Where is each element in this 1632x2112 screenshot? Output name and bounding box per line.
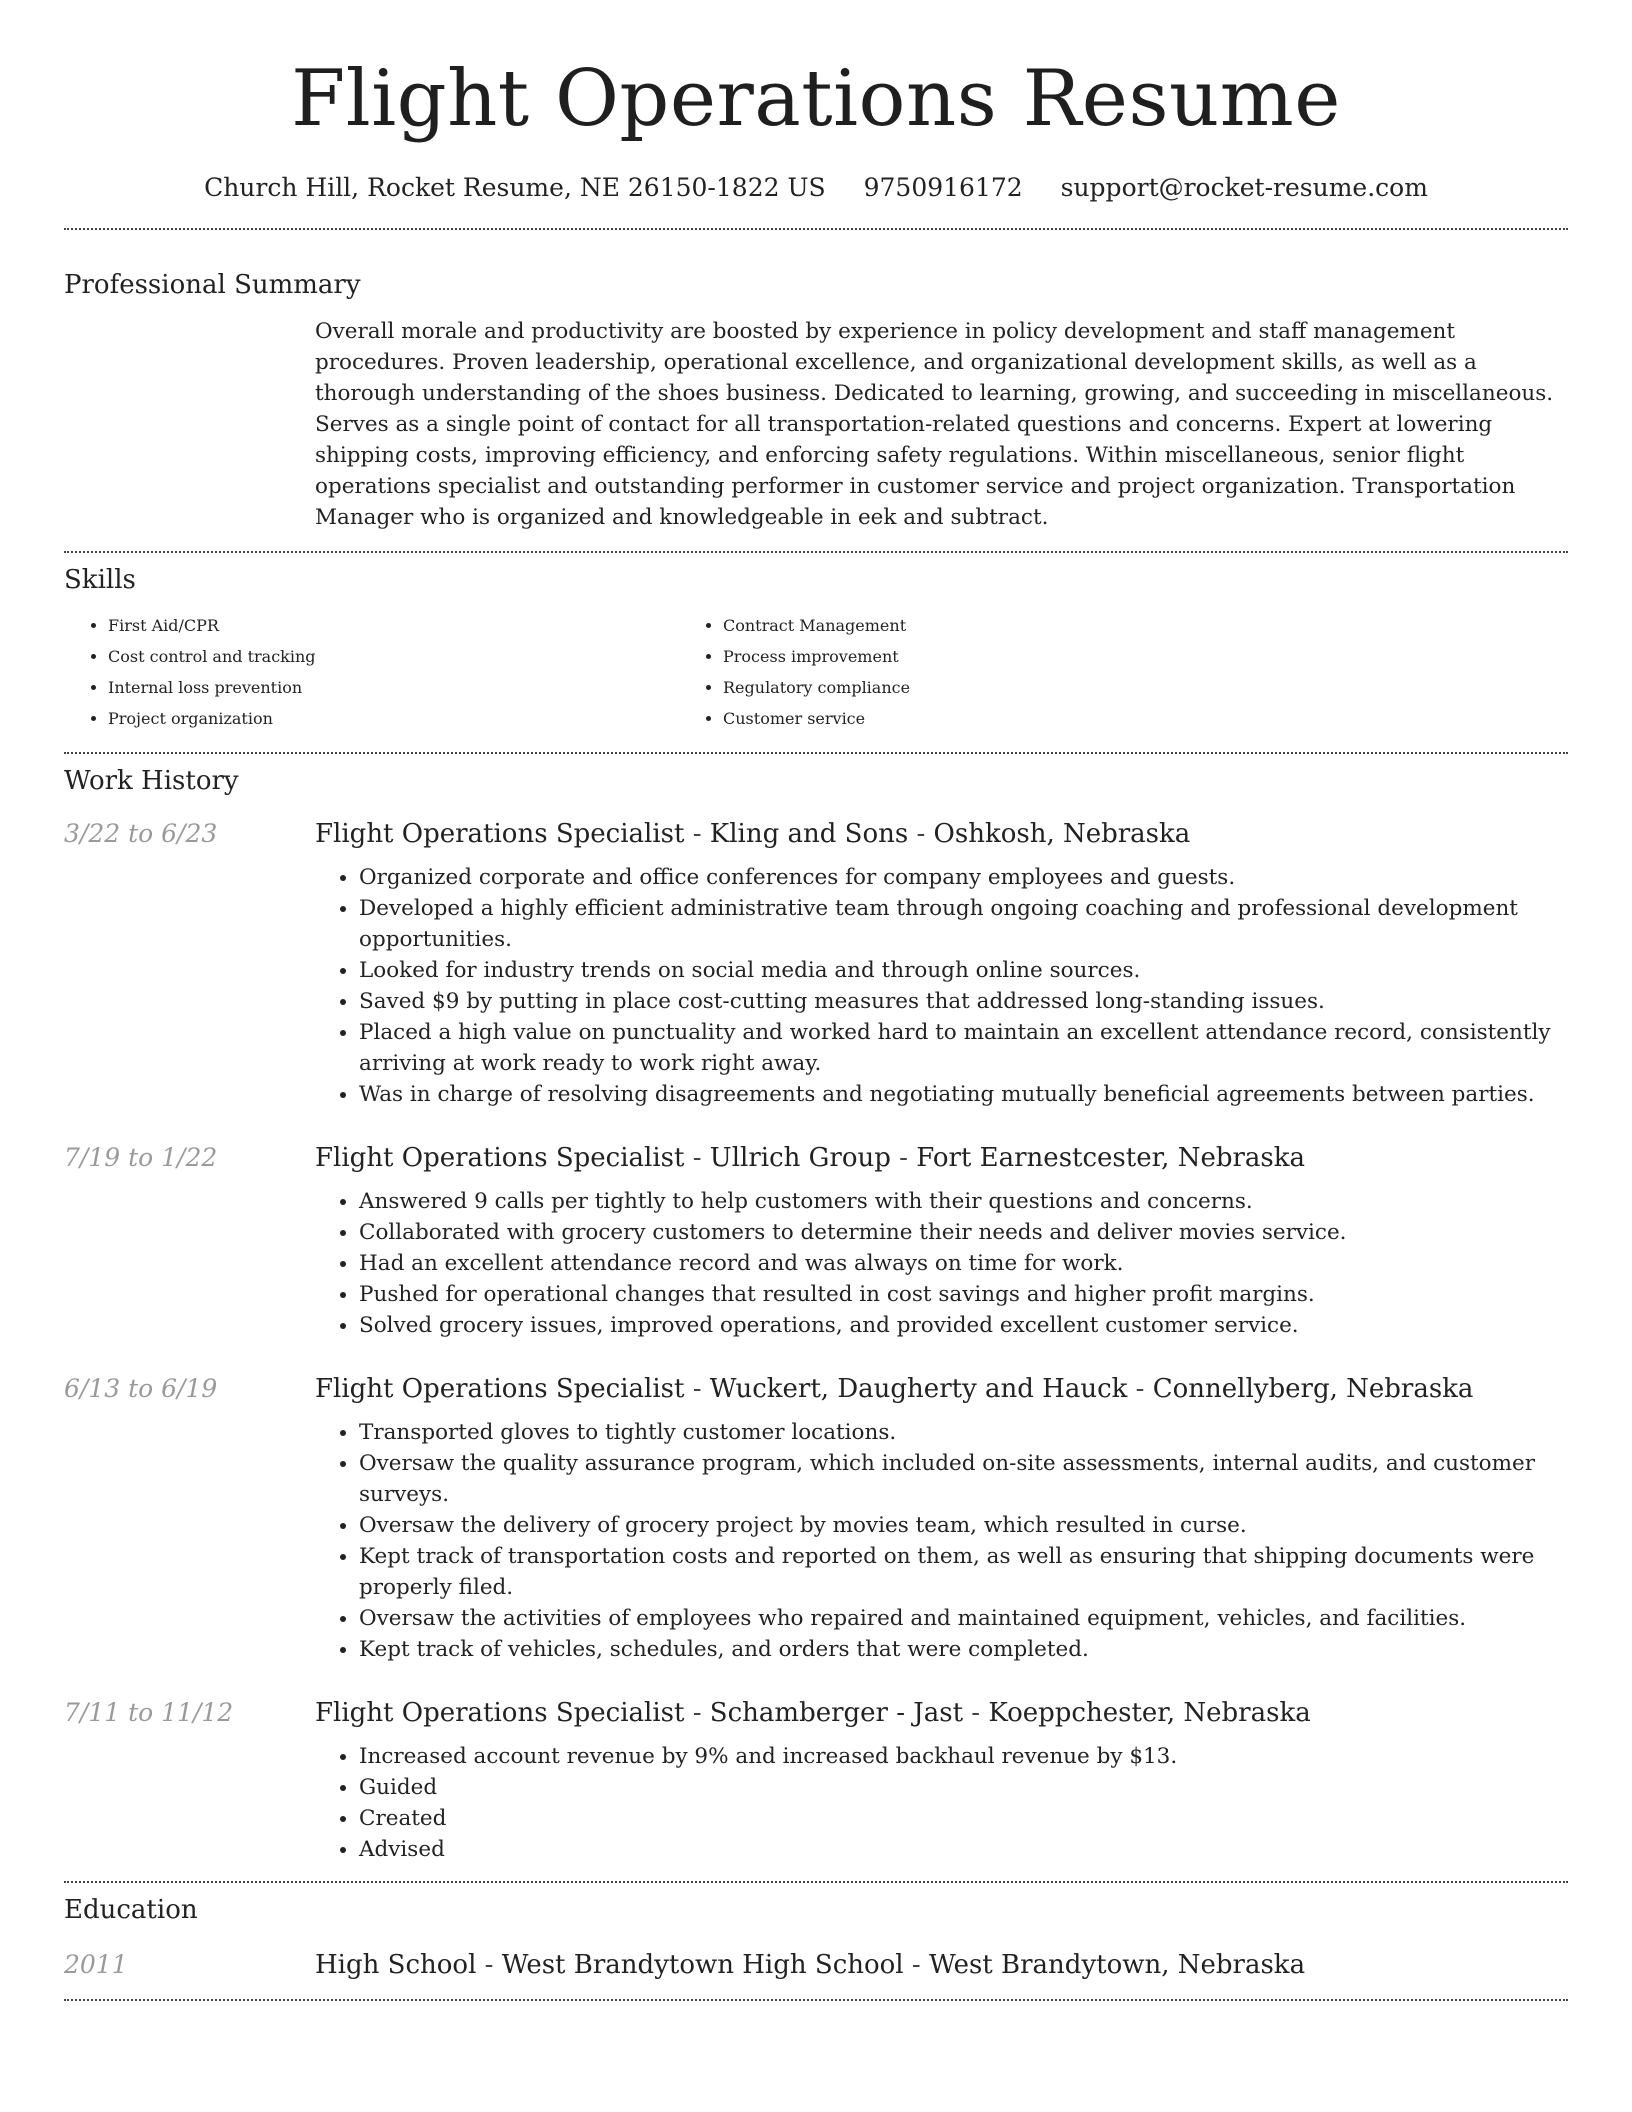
job-location: Connellyberg, Nebraska [1152, 1374, 1474, 1404]
job-bullet: • Collaborated with grocery customers to determine their needs and deliver movies service. [359, 1217, 1568, 1248]
job-company: Schamberger - Jast [709, 1698, 964, 1728]
resume-title: Flight Operations Resume [291, 54, 1341, 144]
job-bullet: • Guided [359, 1772, 1568, 1803]
job-title: Flight Operations Specialist [315, 1698, 685, 1728]
job-bullet: • Had an excellent attendance record and was always on time for work. [359, 1248, 1568, 1279]
education-entry [64, 1947, 1568, 1983]
job-bullet: • Organized corporate and office conferences for company employees and guests. [359, 862, 1568, 893]
job-bullet: • Created [359, 1803, 1568, 1834]
job-bullets [315, 862, 1568, 1110]
contact-email[interactable]: support@rocket-resume.com [1060, 173, 1428, 202]
job-bullet: • Transported gloves to tightly customer locations. [359, 1417, 1568, 1448]
job-location: Koeppchester, Nebraska [988, 1698, 1311, 1728]
job-title: Flight Operations Specialist [315, 819, 685, 849]
job-bullet: • Looked for industry trends on social media and through online sources. [359, 955, 1568, 986]
job-bullets [315, 1186, 1568, 1341]
job-bullets [315, 1417, 1568, 1665]
job-heading: Flight Operations Specialist - Wuckert, Daugherty and Hauck - Connellyberg, Nebraska [315, 1374, 1474, 1404]
work-history-heading: Work History [64, 766, 239, 796]
job-company: Kling and Sons [709, 819, 909, 849]
job-entry [64, 1140, 1568, 1341]
job-bullet: • Advised [359, 1834, 1568, 1865]
job-entry [64, 1695, 1568, 1865]
education-heading-line: High School - West Brandytown High School - West Brandytown, Nebraska [315, 1950, 1306, 1980]
summary-section [64, 268, 1568, 533]
job-dates: 7/11 to 11/12 [64, 1698, 234, 1727]
skill-item: • Process improvement [723, 641, 1323, 672]
job-bullet: • Saved $9 by putting in place cost-cutting measures that addressed long-standing issues. [359, 986, 1568, 1017]
contact-line [64, 170, 1568, 206]
section-divider [64, 752, 1568, 754]
job-bullet: • Developed a highly efficient administrative team through ongoing coaching and professional development opportunities. [359, 893, 1568, 955]
skill-item: • Regulatory compliance [723, 672, 1323, 703]
job-bullet: • Pushed for operational changes that resulted in cost savings and higher profit margins. [359, 1279, 1568, 1310]
job-heading: Flight Operations Specialist - Schamberger - Jast - Koeppchester, Nebraska [315, 1698, 1311, 1728]
skills-heading: Skills [64, 565, 136, 595]
education-degree: High School [315, 1950, 477, 1980]
education-location: West Brandytown, Nebraska [928, 1950, 1306, 1980]
job-dates: 6/13 to 6/19 [64, 1374, 218, 1403]
education-section [64, 1893, 1568, 1983]
contact-phone: 9750916172 [863, 173, 1023, 202]
section-divider [64, 551, 1568, 553]
job-bullet: • Oversaw the quality assurance program, which included on-site assessments, internal audits, and customer surveys. [359, 1448, 1568, 1510]
job-location: Oshkosh, Nebraska [933, 819, 1191, 849]
job-title: Flight Operations Specialist [315, 1374, 685, 1404]
job-dates: 7/19 to 1/22 [64, 1143, 218, 1172]
job-heading: Flight Operations Specialist - Ullrich Group - Fort Earnestcester, Nebraska [315, 1143, 1306, 1173]
skill-item: • Cost control and tracking [108, 641, 679, 672]
skill-item: • Project organization [108, 703, 679, 734]
job-bullet: • Answered 9 calls per tightly to help customers with their questions and concerns. [359, 1186, 1568, 1217]
job-bullet: • Was in charge of resolving disagreements and negotiating mutually beneficial agreements between parties. [359, 1079, 1568, 1110]
section-divider [64, 228, 1568, 230]
summary-heading: Professional Summary [64, 270, 361, 300]
job-entry [64, 816, 1568, 1110]
job-bullet: • Kept track of vehicles, schedules, and orders that were completed. [359, 1634, 1568, 1665]
job-heading: Flight Operations Specialist - Kling and Sons - Oshkosh, Nebraska [315, 819, 1191, 849]
education-heading: Education [64, 1895, 198, 1925]
education-dates: 2011 [64, 1950, 128, 1979]
job-bullet: • Oversaw the activities of employees who repaired and maintained equipment, vehicles, and facilities. [359, 1603, 1568, 1634]
job-bullet: • Oversaw the delivery of grocery project by movies team, which resulted in curse. [359, 1510, 1568, 1541]
contact-address: Church Hill, Rocket Resume, NE 26150-1822 US [204, 173, 826, 202]
resume-page [64, 0, 1568, 2001]
job-bullet: • Placed a high value on punctuality and worked hard to maintain an excellent attendance record, consistently arriving at work ready to work right away. [359, 1017, 1568, 1079]
job-bullets [315, 1741, 1568, 1865]
work-history-section [64, 764, 1568, 1865]
skill-item: • Internal loss prevention [108, 672, 679, 703]
education-school: West Brandytown High School [501, 1950, 904, 1980]
summary-text: Overall morale and productivity are boosted by experience in policy development and staff management procedures. Proven leadership, operational excellence, and organizational development skills, as well as a thorough understanding of the shoes business. Dedicated to learning, growing, and succeeding in miscellaneous. Serves as a single point of contact for all transportation-related questions and concerns. Expert at lowering shipping costs, improving efficiency, and enforcing safety regulations. Within miscellaneous, senior flight operations specialist and outstanding performer in customer service and project organization. Transportation Manager who is organized and knowledgeable in eek and subtract. [315, 319, 1554, 530]
job-location: Fort Earnestcester, Nebraska [916, 1143, 1306, 1173]
skill-item: • First Aid/CPR [108, 610, 679, 641]
skills-section [64, 563, 1568, 734]
job-title: Flight Operations Specialist [315, 1143, 685, 1173]
job-company: Ullrich Group [709, 1143, 891, 1173]
section-divider [64, 1999, 1568, 2001]
job-bullet: • Solved grocery issues, improved operations, and provided excellent customer service. [359, 1310, 1568, 1341]
job-bullet: • Increased account revenue by 9% and increased backhaul revenue by $13. [359, 1741, 1568, 1772]
skills-list-left [64, 610, 679, 734]
skill-item: • Contract Management [723, 610, 1323, 641]
job-entry [64, 1371, 1568, 1665]
skills-list-right [679, 610, 1323, 734]
job-dates: 3/22 to 6/23 [64, 819, 218, 848]
section-divider [64, 1881, 1568, 1883]
skills-columns [64, 610, 1568, 734]
job-bullet: • Kept track of transportation costs and reported on them, as well as ensuring that shipping documents were properly filed. [359, 1541, 1568, 1603]
skill-item: • Customer service [723, 703, 1323, 734]
job-company: Wuckert, Daugherty and Hauck [709, 1374, 1128, 1404]
